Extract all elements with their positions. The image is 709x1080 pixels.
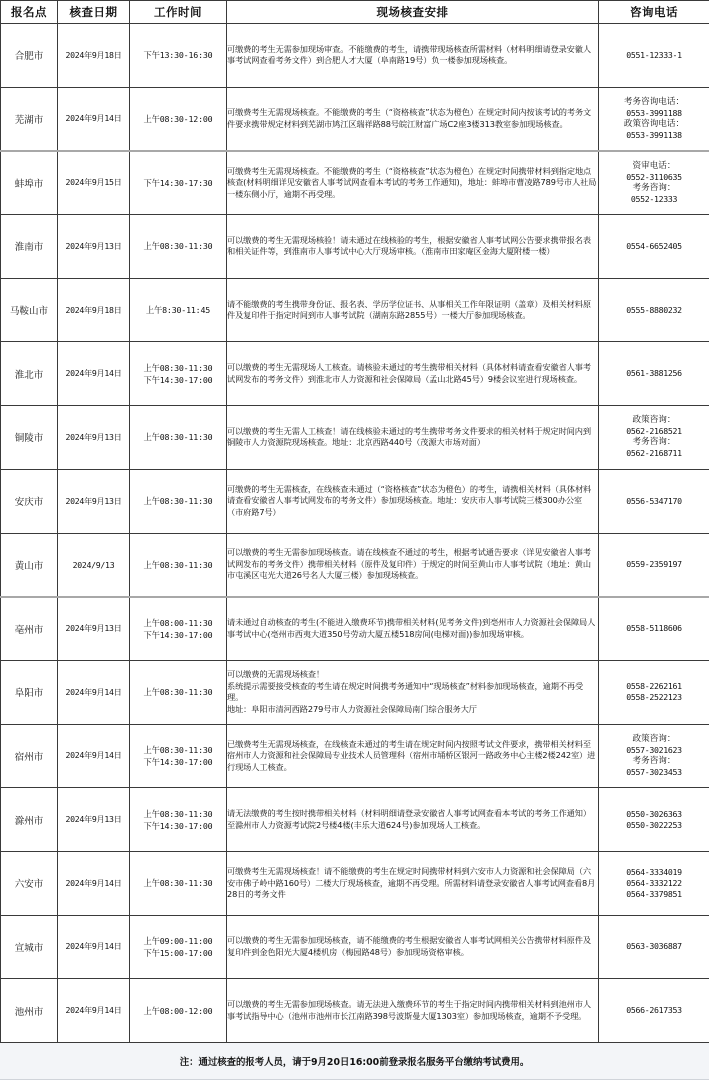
cell-city: 六安市: [1, 851, 58, 915]
table-row: [1, 406, 709, 470]
time-slot: 上午08:30-11:30: [143, 808, 213, 819]
cell-arrangement: 请未通过自动核查的考生(不能进入缴费环节)携带相关材料(见考务文件)到亳州市人力资源社会保障局人事考试中心(亳州市西夷大道350号劳动大厦五楼518房间(电梯对面))参加现场审核。: [227, 597, 599, 661]
table-row: [1, 915, 709, 979]
phone-number: 0553-3991138: [626, 129, 682, 140]
table-row: [1, 278, 709, 342]
cell-contact-phone: [599, 151, 709, 215]
phone-label: 考务咨询：: [632, 182, 676, 193]
table-row: [1, 788, 709, 852]
cell-arrangement: 已缴费考生无需现场核查，在线核查未通过的考生请在规定时间内按照考试文件要求，携带相关材料至宿州市人力资源和社会保障局专业技术人员管理科（宿州市埇桥区银河一路政务中心主楼2楼242室）进行现场人工核查。: [227, 724, 599, 788]
phone-number: 0562-2168521: [626, 426, 682, 437]
cell-arrangement: 可以缴费的考生无需现场核验！请未通过在线核验的考生，根据安徽省人事考试网公告要求携带报名表和相关证件等，到淮南市人事考试中心大厅现场审核。（淮南市田家庵区金海大厦附楼一楼）: [227, 215, 599, 279]
cell-date: 2024年9月13日: [58, 788, 130, 852]
table-row: [1, 24, 709, 88]
table-row: [1, 660, 709, 724]
cell-working-hours: [130, 469, 227, 533]
cell-working-hours: [130, 87, 227, 151]
cell-city: 亳州市: [1, 597, 58, 661]
phone-number: 0561-3881256: [626, 368, 682, 379]
phone-number: 0558-2262161: [626, 681, 682, 692]
cell-contact-phone: [599, 24, 709, 88]
cell-city: 淮南市: [1, 215, 58, 279]
footer-note-text: 注：通过核查的报考人员，请于9月20日16:00前登录报名服务平台缴纳考试费用。: [179, 1057, 530, 1068]
cell-city: 阜阳市: [1, 660, 58, 724]
cell-contact-phone: [599, 660, 709, 724]
time-slot: 下午14:30-17:30: [143, 177, 213, 188]
cell-city: 宣城市: [1, 915, 58, 979]
phone-number: 0554-6652405: [626, 240, 682, 251]
header-registration-site: 报名点: [1, 1, 58, 24]
cell-city: 蚌埠市: [1, 151, 58, 215]
table-row: [1, 851, 709, 915]
cell-date: 2024年9月14日: [58, 87, 130, 151]
time-slot: 上午08:00-11:30: [143, 617, 213, 628]
cell-date: 2024年9月14日: [58, 724, 130, 788]
table-row: [1, 724, 709, 788]
phone-number: 0559-2359197: [626, 559, 682, 570]
cell-working-hours: [130, 215, 227, 279]
time-slot: 上午08:30-11:30: [143, 559, 213, 570]
cell-arrangement: 可以缴费的考生无需参加现场核查。请在线核查不通过的考生，根据考试通告要求（详见安徽省人事考试网发布的考务文件）携带相关材料（原件及复印件）于规定的时间至黄山市人事考试院（地址：黄山市屯溪区屯光大道26号名人大厦三楼）参加现场核查。: [227, 533, 599, 597]
header-contact-phone: 咨询电话: [599, 1, 709, 24]
cell-city: 芜湖市: [1, 87, 58, 151]
phone-number: 0551-12333-1: [626, 49, 682, 60]
cell-date: 2024/9/13: [58, 533, 130, 597]
cell-arrangement: 可缴费的考生无需核查，在线核查未通过（“资格核查”状态为橙色）的考生，请携相关材料（具体材料请查看安徽省人事考试网发布的考务文件）参加现场核查。地址：安庆市人事考试院三楼300办公室（市府路7号）: [227, 469, 599, 533]
phone-label: 资审电话：: [632, 160, 676, 171]
table-row: [1, 469, 709, 533]
time-slot: 下午13:30-16:30: [143, 50, 213, 61]
table-row: [1, 215, 709, 279]
phone-number: 0563-3036887: [626, 941, 682, 952]
phone-number: 0550-3026363: [626, 808, 682, 819]
cell-city: 滁州市: [1, 788, 58, 852]
table-row: [1, 533, 709, 597]
time-slot: 上午08:30-11:30: [143, 744, 213, 755]
cell-working-hours: [130, 979, 227, 1043]
cell-date: 2024年9月14日: [58, 851, 130, 915]
cell-arrangement: 请无法缴费的考生按时携带相关材料（材料明细请登录安徽省人事考试网查看本考试的考务工作通知）至滁州市人力资源考试院2号楼4楼(丰乐大道624号)参加现场人工核查。: [227, 788, 599, 852]
cell-date: 2024年9月14日: [58, 342, 130, 406]
phone-number: 0564-3334019: [626, 866, 682, 877]
cell-contact-phone: [599, 533, 709, 597]
time-slot: 上午8:30-11:45: [145, 305, 211, 316]
phone-label: 政策咨询：: [632, 733, 676, 744]
cell-date: 2024年9月14日: [58, 979, 130, 1043]
time-slot: 上午08:00-12:00: [143, 1005, 213, 1016]
cell-arrangement: 可以缴费的考生无需参加现场核查。请无法进入缴费环节的考生于指定时间内携带相关材料到池州市人事考试指导中心（池州市池州市长江南路398号波斯曼大厦1303室）参加现场核查，逾期不予受理。: [227, 979, 599, 1043]
phone-number: 0564-3379851: [626, 888, 682, 899]
cell-contact-phone: [599, 469, 709, 533]
cell-arrangement: 可缴费考生无需现场核查。不能缴费的考生（“资格核查”状态为橙色）在规定时间内按该考试的考务文件要求携带规定材料到芜湖市鸠江区瑞祥路88号皖江财富广场C2座3楼313教室参加现场核查。: [227, 87, 599, 151]
cell-working-hours: [130, 151, 227, 215]
time-slot: 下午14:30-17:00: [143, 756, 213, 767]
cell-date: 2024年9月13日: [58, 597, 130, 661]
cell-arrangement: 可缴费考生无需现场核查！请不能缴费的考生在规定时间携带材料到六安市人力资源和社会保障局（六安市佛子岭中路160号）二楼大厅现场核查，逾期不再受理。所需材料请登录安徽省人事考试网查看8月28日的考务文件: [227, 851, 599, 915]
phone-number: 0562-2168711: [626, 448, 682, 459]
cell-city: 池州市: [1, 979, 58, 1043]
cell-contact-phone: [599, 87, 709, 151]
cell-date: 2024年9月13日: [58, 406, 130, 470]
time-slot: 上午08:30-11:30: [143, 878, 213, 889]
time-slot: 下午14:30-17:00: [143, 629, 213, 640]
cell-city: 铜陵市: [1, 406, 58, 470]
phone-number: 0552-12333: [630, 193, 678, 204]
cell-arrangement: 可以缴费的考生无需人工核查！请在线核验未通过的考生携带考务文件要求的相关材料于规定时间内到铜陵市人力资源院现场核查。地址：北京西路440号（茂源大市场对面）: [227, 406, 599, 470]
cell-contact-phone: [599, 979, 709, 1043]
phone-number: 0556-5347170: [626, 495, 682, 506]
arrangement-line: 地址：阜阳市清河西路279号市人力资源社会保障局南门综合服务大厅: [227, 703, 477, 714]
time-slot: 上午08:30-12:00: [143, 113, 213, 124]
time-slot: 上午08:30-11:30: [143, 241, 213, 252]
cell-city: 安庆市: [1, 469, 58, 533]
table-row: [1, 342, 709, 406]
footer-note: [0, 1043, 709, 1080]
table-row: [1, 151, 709, 215]
header-onsite-arrangement: 现场核查安排: [227, 1, 599, 24]
cell-working-hours: [130, 24, 227, 88]
cell-arrangement: 可以缴费的考生无需参加现场核查，请不能缴费的考生根据安徽省人事考试网相关公告携带材料原件及复印件到金色阳光大厦4楼机房（梅园路48号）参加现场资格审核。: [227, 915, 599, 979]
phone-label: 考务咨询：: [632, 755, 676, 766]
time-slot: 上午08:30-11:30: [143, 432, 213, 443]
phone-label: 考务咨询：: [632, 437, 676, 448]
cell-city: 宿州市: [1, 724, 58, 788]
time-slot: 下午14:30-17:00: [143, 820, 213, 831]
cell-contact-phone: [599, 788, 709, 852]
table-header-row: [1, 1, 709, 24]
cell-arrangement: 请不能缴费的考生携带身份证、报名表、学历学位证书、从事相关工作年限证明（盖章）及相关材料原件及复印件于指定时间到市人事考试院（湖南东路2855号）一楼大厅参加现场核查。: [227, 278, 599, 342]
phone-number: 0558-2522123: [626, 692, 682, 703]
phone-number: 0552-3110635: [626, 171, 682, 182]
cell-working-hours: [130, 597, 227, 661]
table-row: [1, 979, 709, 1043]
time-slot: 上午08:30-11:30: [143, 496, 213, 507]
cell-arrangement: 可以缴费的考生无需现场人工核查。请核验未通过的考生携带相关材料（具体材料请查看安徽省人事考试网发布的考务文件）到淮北市人力资源和社会保障局（孟山北路45号）9楼会议室进行现场核查。: [227, 342, 599, 406]
cell-contact-phone: [599, 851, 709, 915]
phone-label: 政策咨询电话：: [623, 118, 685, 129]
cell-contact-phone: [599, 215, 709, 279]
phone-number: 0550-3022253: [626, 819, 682, 830]
cell-date: 2024年9月15日: [58, 151, 130, 215]
time-slot: 上午08:30-11:30: [143, 362, 213, 373]
cell-working-hours: [130, 278, 227, 342]
time-slot: 上午08:30-11:30: [143, 687, 213, 698]
table-row: [1, 87, 709, 151]
phone-label: 考务咨询电话：: [623, 96, 685, 107]
cell-date: 2024年9月18日: [58, 278, 130, 342]
arrangement-line: 可以缴费的无需现场核查！: [227, 669, 325, 680]
phone-number: 0557-3021623: [626, 744, 682, 755]
cell-contact-phone: [599, 724, 709, 788]
cell-contact-phone: [599, 915, 709, 979]
cell-date: 2024年9月13日: [58, 215, 130, 279]
cell-working-hours: [130, 788, 227, 852]
arrangement-line: 系统提示需要接受核查的考生请在规定时间携考务通知中“现场核查”材料参加现场核查，逾期不再受理。: [227, 680, 584, 703]
phone-number: 0557-3023453: [626, 766, 682, 777]
cell-arrangement: 可缴费考生无需现场核查。不能缴费的考生（“资格核查”状态为橙色）在规定时间携带材料到指定地点核查(材料明细详见安徽省人事考试网查看本考试的考务工作通知)，地址：蚌埠市曹凌路789号市人社局一楼东侧小厅，逾期不再受理。: [227, 151, 599, 215]
cell-working-hours: [130, 851, 227, 915]
cell-city: 马鞍山市: [1, 278, 58, 342]
table-body: [1, 24, 709, 1043]
cell-working-hours: [130, 660, 227, 724]
cell-city: 合肥市: [1, 24, 58, 88]
cell-contact-phone: [599, 278, 709, 342]
cell-city: 黄山市: [1, 533, 58, 597]
phone-number: 0558-5118606: [626, 623, 682, 634]
cell-working-hours: [130, 915, 227, 979]
cell-working-hours: [130, 533, 227, 597]
cell-date: 2024年9月14日: [58, 915, 130, 979]
header-working-hours: 工作时间: [130, 1, 227, 24]
cell-date: 2024年9月18日: [58, 24, 130, 88]
cell-city: 淮北市: [1, 342, 58, 406]
cell-contact-phone: [599, 406, 709, 470]
phone-number: 0564-3332122: [626, 877, 682, 888]
cell-working-hours: [130, 724, 227, 788]
cell-date: 2024年9月13日: [58, 469, 130, 533]
cell-arrangement: 可缴费的考生无需参加现场审查。不能缴费的考生，请携带现场核查所需材料（材料明细请登录安徽人事考试网查看考务文件）到合肥人才大厦（阜南路19号）负一楼参加现场核查。: [227, 24, 599, 88]
phone-number: 0566-2617353: [626, 1005, 682, 1016]
cell-date: 2024年9月14日: [58, 660, 130, 724]
phone-number: 0555-8880232: [626, 304, 682, 315]
cell-working-hours: [130, 342, 227, 406]
time-slot: 上午09:00-11:00: [143, 935, 213, 946]
table-row: [1, 597, 709, 661]
cell-contact-phone: [599, 342, 709, 406]
cell-arrangement: [227, 660, 599, 724]
cell-working-hours: [130, 406, 227, 470]
phone-label: 政策咨询：: [632, 415, 676, 426]
time-slot: 下午15:00-17:00: [143, 947, 213, 958]
phone-number: 0553-3991188: [626, 107, 682, 118]
time-slot: 下午14:30-17:00: [143, 374, 213, 385]
cell-contact-phone: [599, 597, 709, 661]
header-verification-date: 核查日期: [58, 1, 130, 24]
